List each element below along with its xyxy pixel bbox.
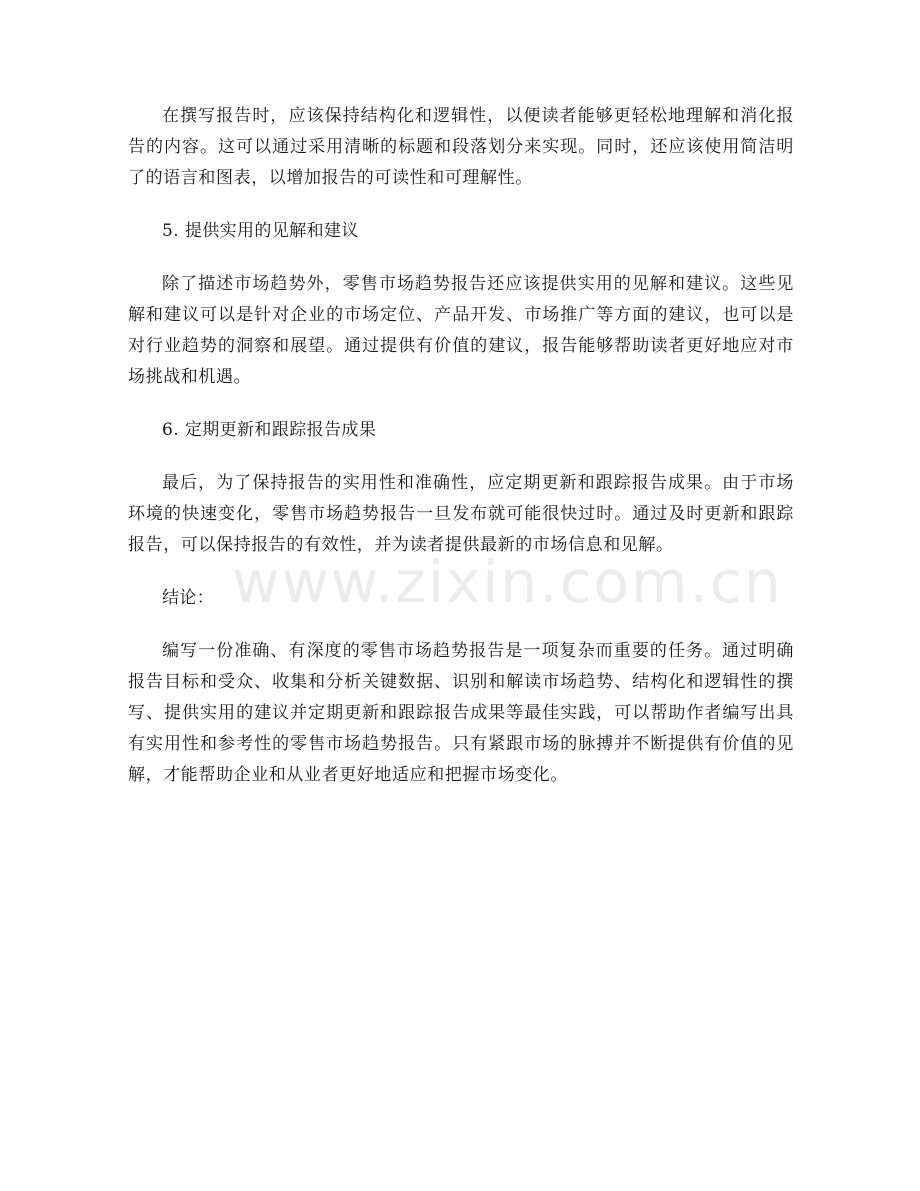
conclusion-label: 结论： [162, 588, 215, 608]
section-heading-5: 5. 提供实用的见解和建议 [162, 221, 359, 241]
paragraph-conclusion: 编写一份准确、有深度的零售市场趋势报告是一项复杂而重要的任务。通过明确报告目标和受众、收集和分析关键数据、识别和解读市场趋势、结构化和逻辑性的撰写、提供实用的建议并定期更新和跟踪报告成果等最佳实践，可以帮助作者编写出具有实用性和参考性的零售市场趋势报告。只有紧跟市场的脉搏并不断提供有价值的见解，才能帮助企业和从业者更好地适应和把握市场变化。 [128, 641, 794, 785]
paragraph-insights: 除了描述市场趋势外，零售市场趋势报告还应该提供实用的见解和建议。这些见解和建议可以是针对企业的市场定位、产品开发、市场推广等方面的建议，也可以是对行业趋势的洞察和展望。通过提供有价值的建议，报告能够帮助读者更好地应对市场挑战和机遇。 [128, 274, 794, 387]
document-body [128, 101, 794, 813]
watermark-text: www.zixin.com.cn [232, 548, 783, 616]
paragraph-structure: 在撰写报告时，应该保持结构化和逻辑性，以便读者能够更轻松地理解和消化报告的内容。这可以通过采用清晰的标题和段落划分来实现。同时，还应该使用简洁明了的语言和图表，以增加报告的可读性和可理解性。 [128, 106, 794, 188]
paragraph-updates: 最后，为了保持报告的实用性和准确性，应定期更新和跟踪报告成果。由于市场环境的快速变化，零售市场趋势报告一旦发布就可能很快过时。通过及时更新和跟踪报告，可以保持报告的有效性，并为读者提供最新的市场信息和见解。 [128, 473, 794, 555]
section-heading-6: 6. 定期更新和跟踪报告成果 [162, 420, 377, 440]
